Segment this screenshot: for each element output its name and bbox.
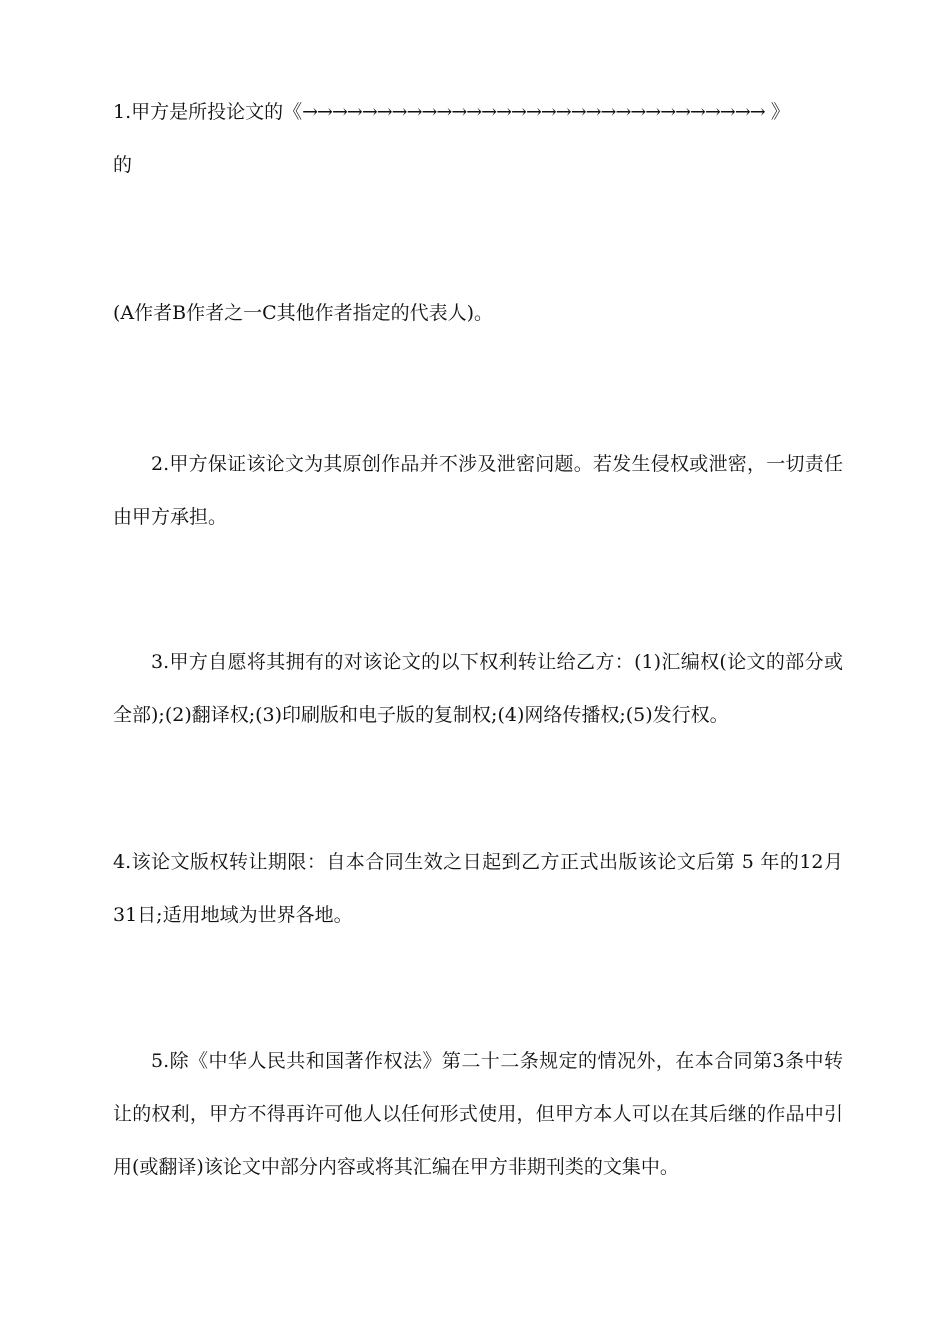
clause-4: 4.该论文版权转让期限：自本合同生效之日起到乙方正式出版该论文后第 5 年的12月31日;适用地域为世界各地。: [113, 851, 843, 926]
clause-1-line2: 的: [113, 154, 133, 176]
clause-1-options: (A作者B作者之一C其他作者指定的代表人)。: [113, 302, 494, 324]
title-blank-line: →→→→→→→→→→→→→→→→→→→→→→→→→→→→→→→: [302, 101, 765, 123]
clause-5: 5.除《中华人民共和国著作权法》第二十二条规定的情况外，在本合同第3条中转让的权利，甲方不得再许可他人以任何形式使用，但甲方本人可以在其后继的作品中引用(或翻译)该论文中部分内容或将其汇编在甲方非期刊类的文集中。: [113, 1050, 843, 1178]
clause-2: 2.甲方保证该论文为其原创作品并不涉及泄密问题。若发生侵权或泄密，一切责任由甲方承担。: [113, 453, 843, 528]
clause-1-prefix: 1.甲方是所投论文的《: [113, 101, 303, 123]
clause-3: 3.甲方自愿将其拥有的对该论文的以下权利转让给乙方：(1)汇编权(论文的部分或全部);(2)翻译权;(3)印刷版和电子版的复制权;(4)网络传播权;(5)发行权。: [113, 651, 843, 726]
clause-1: [113, 86, 843, 192]
clause-1-suffix: 》: [764, 101, 790, 123]
